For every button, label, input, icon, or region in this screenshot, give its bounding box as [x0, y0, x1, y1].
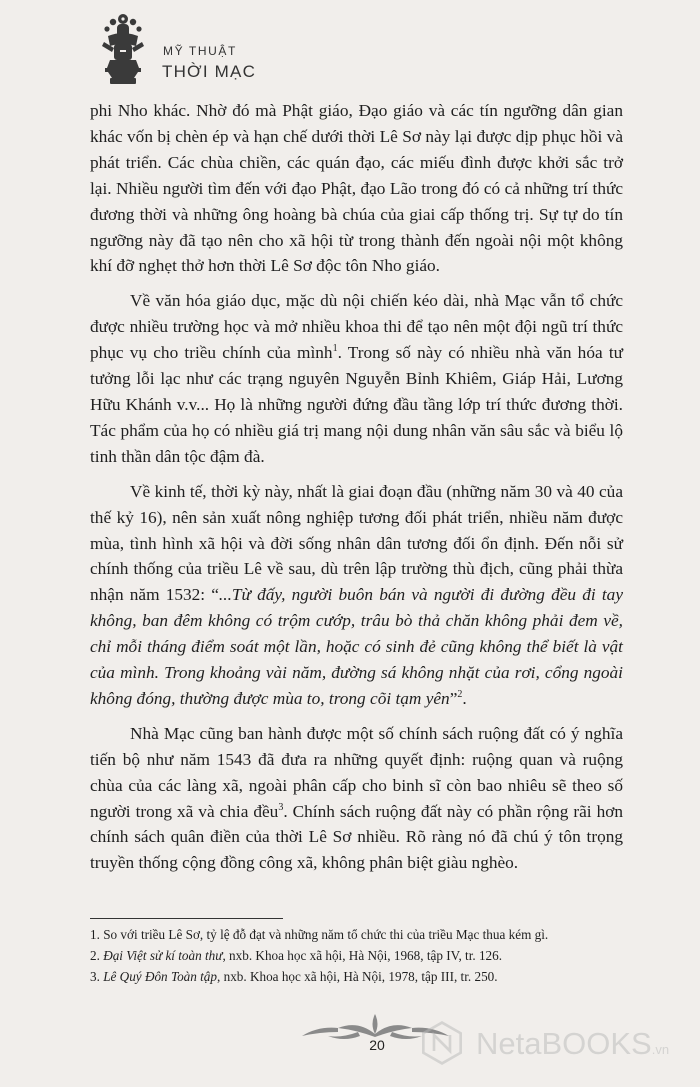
- footnote-divider: [90, 918, 283, 919]
- netabooks-logo-icon: [418, 1019, 466, 1067]
- paragraph-3-text-a: Về kinh tế, thời kỳ này, nhất là giai đoạn đầu (những năm 30 và 40 của thế kỷ 16), nên sản xuất nông nghiệp tương đối phát triển, nhiều năm được mùa, tình hình xã hội và đời sống nhân dân tương đối ổn định. Đến nỗi sử chính thống của triều Lê về sau, dù trên lập trường thù địch, cũng phải thừa nhận năm 1532: “: [90, 481, 623, 605]
- paragraph-4: [90, 721, 623, 876]
- paragraph-1: [90, 98, 623, 279]
- footnote-2-title: Đại Việt sử kí toàn thư: [103, 948, 223, 963]
- paragraph-3: [90, 479, 623, 712]
- quote-close-mark: ”: [449, 688, 458, 708]
- footnote-ref-1: 1: [332, 343, 338, 355]
- footnote-2: [90, 945, 623, 966]
- footnote-3-number: 3.: [90, 969, 100, 984]
- footnote-ref-3: 3: [278, 801, 284, 813]
- footnotes: [90, 924, 623, 987]
- series-title: MỸ THUẬT: [163, 44, 237, 58]
- watermark-brand: NetaBOOKS: [476, 1026, 652, 1061]
- footnote-1-number: 1.: [90, 927, 100, 942]
- book-title: THỜI MẠC: [162, 62, 257, 81]
- paragraph-2-text-a: Về văn hóa giáo dục, mặc dù nội chiến kéo dài, nhà Mạc vẫn tổ chức được nhiều trường học và mở nhiều khoa thi để tạo nên một đội ngũ trí thức phục vụ cho triều chính của mình: [90, 291, 623, 363]
- footnote-2-text: , nxb. Khoa học xã hội, Hà Nội, 1968, tập IV, tr. 126.: [222, 948, 503, 963]
- footnote-2-number: 2.: [90, 948, 100, 963]
- paragraph-1-text: phi Nho khác. Nhờ đó mà Phật giáo, Đạo giáo và các tín ngưỡng dân gian khác vốn bị chèn ép và hạn chế dưới thời Lê Sơ này lại được dịp phục hồi và phát triển. Các chùa chiền, các quán đạo, các miếu đình được khởi sắc trở lại. Nhiều người tìm đến với đạo Phật, đạo Lão trong đó có cả những trí thức đương thời và những ông hoàng bà chúa của giai cấp thống trị. Sự tự do tín ngưỡng này đã tạo nên cho xã hội từ trong thành đến ngoài nội một không khí đỡ nghẹt thở hơn thời Lê Sơ độc tôn Nho giáo.: [90, 101, 623, 276]
- page-number: 20: [369, 1037, 385, 1053]
- footnote-1-text: So với triều Lê Sơ, tỷ lệ đỗ đạt và những năm tổ chức thi của triều Mạc thua kém gì.: [103, 927, 549, 942]
- running-header: [92, 10, 392, 90]
- paragraph-4-text-a: Nhà Mạc cũng ban hành được một số chính sách ruộng đất có ý nghĩa tiến bộ như năm 1543 đã đưa ra những quyết định: ruộng quan và ruộng chùa của các làng xã, ngoài phân cấp cho binh sĩ còn bao nhiêu sẽ theo số người trong xã và chia đều: [90, 723, 623, 821]
- footnote-3-text: , nxb. Khoa học xã hội, Hà Nội, 1978, tập III, tr. 250.: [217, 969, 498, 984]
- watermark-domain: .vn: [651, 1042, 670, 1057]
- footnote-ref-2: 2: [457, 689, 463, 701]
- paragraph-4-text-b: . Chính sách ruộng đất này có phần rộng rãi hơn chính sách quân điền của thời Lê Sơ nhiều. Rõ ràng nó đã chú ý tôn trọng truyền thống cộng đồng công xã, không phân biệt giàu nghèo.: [90, 801, 623, 873]
- paragraph-3-text-c: .: [462, 688, 467, 708]
- footnote-3-title: Lê Quý Đôn Toàn tập: [103, 969, 217, 984]
- body-text: [90, 98, 623, 885]
- historical-quote: ...Từ đấy, người buôn bán và người đi đường đều đi tay không, ban đêm không có trộm cướp, trâu bò thả chăn không phải đem về, chỉ mỗi tháng điểm soát một lần, hoặc có sinh đẻ cũng không thể biết là vật của mình. Trong khoảng vài năm, đường sá không nhặt của rơi, cổng ngoài không đóng, thường được mùa to, trong cõi tạm yên: [90, 585, 623, 708]
- paragraph-2-text-b: . Trong số này có nhiều nhà văn hóa tư tưởng lỗi lạc như các trạng nguyên Nguyễn Bỉnh Khiêm, Giáp Hải, Lương Hữu Khánh v.v... Họ là những người đứng đầu tầng lớp trí thức đương thời. Tác phẩm của họ có nhiều giá trị mang nội dung nhân văn sâu sắc và biểu lộ tinh thần dân tộc đậm đà.: [90, 343, 623, 466]
- footnote-1: [90, 924, 623, 945]
- footnote-3: [90, 966, 623, 987]
- watermark: [418, 1016, 688, 1070]
- statue-logo-icon: [98, 12, 148, 86]
- watermark-text: [476, 1026, 669, 1062]
- paragraph-2: [90, 288, 623, 469]
